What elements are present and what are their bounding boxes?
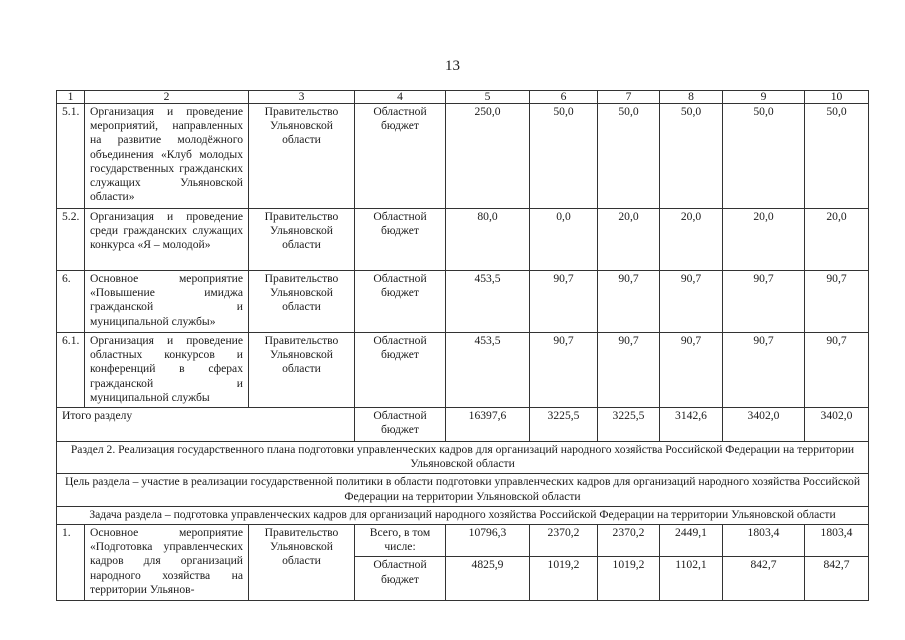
value-cell: 250,0 [446,104,530,209]
value-cell: 50,0 [805,104,869,209]
executor: Правительство Ульяновской области [249,525,355,601]
measure-name: Организация и проведение среди гражданских служащих конкурса «Я – молодой» [85,209,249,271]
value-cell: 20,0 [660,209,723,271]
row-number: 5.1. [57,104,85,209]
table-row [57,209,869,271]
value-cell: 50,0 [598,104,660,209]
value-cell: 90,7 [805,333,869,408]
value-cell: 90,7 [805,271,869,333]
measure-name: Организация и проведение областных конкурсов и конференций в сферах гражданской и муниципальной службы [85,333,249,408]
value-cell: 90,7 [530,333,598,408]
funding-source: Всего, в том числе: [355,525,446,557]
funding-source: Областной бюджет [355,209,446,271]
value-cell: 2449,1 [660,525,723,557]
value-cell: 20,0 [723,209,805,271]
value-cell: 20,0 [598,209,660,271]
value-cell: 842,7 [723,557,805,601]
executor: Правительство Ульяновской области [249,209,355,271]
header-cell: 9 [723,91,805,104]
value-cell: 50,0 [660,104,723,209]
funding-source: Областной бюджет [355,104,446,209]
value-cell: 90,7 [598,333,660,408]
value-cell: 4825,9 [446,557,530,601]
funding-source: Областной бюджет [355,408,446,442]
value-cell: 90,7 [530,271,598,333]
value-cell: 3225,5 [598,408,660,442]
table-row [57,104,869,209]
header-cell: 2 [85,91,249,104]
value-cell: 20,0 [805,209,869,271]
value-cell: 90,7 [723,271,805,333]
section-title: Раздел 2. Реализация государственного плана подготовки управленческих кадров для организаций народного хозяйства Российской Федерации на территории Ульяновской области [57,442,869,474]
value-cell: 3142,6 [660,408,723,442]
table-row [57,525,869,557]
value-cell: 90,7 [598,271,660,333]
value-cell: 50,0 [723,104,805,209]
value-cell: 90,7 [723,333,805,408]
measure-name: Основное мероприятие «Подготовка управленческих кадров для организаций народного хозяйства на территории Ульянов- [85,525,249,601]
total-label: Итого разделу [57,408,355,442]
header-cell: 6 [530,91,598,104]
section-row [57,474,869,506]
column-number-row [57,91,869,104]
section-task: Задача раздела – подготовка управленческих кадров для организаций народного хозяйства Российской Федерации на территории Ульяновской области [57,506,869,524]
value-cell: 1803,4 [805,525,869,557]
value-cell: 3225,5 [530,408,598,442]
executor: Правительство Ульяновской области [249,104,355,209]
value-cell: 2370,2 [598,525,660,557]
header-cell: 1 [57,91,85,104]
value-cell: 0,0 [530,209,598,271]
budget-table [56,90,869,601]
value-cell: 16397,6 [446,408,530,442]
value-cell: 1803,4 [723,525,805,557]
value-cell: 1102,1 [660,557,723,601]
row-number: 5.2. [57,209,85,271]
table-row [57,271,869,333]
funding-source: Областной бюджет [355,333,446,408]
header-cell: 10 [805,91,869,104]
row-number: 6.1. [57,333,85,408]
executor: Правительство Ульяновской области [249,271,355,333]
value-cell: 80,0 [446,209,530,271]
value-cell: 453,5 [446,271,530,333]
value-cell: 3402,0 [805,408,869,442]
value-cell: 10796,3 [446,525,530,557]
total-row [57,408,869,442]
header-cell: 3 [249,91,355,104]
value-cell: 842,7 [805,557,869,601]
value-cell: 1019,2 [530,557,598,601]
page-number: 13 [445,58,460,74]
header-cell: 8 [660,91,723,104]
header-cell: 7 [598,91,660,104]
value-cell: 90,7 [660,333,723,408]
value-cell: 3402,0 [723,408,805,442]
value-cell: 90,7 [660,271,723,333]
funding-source: Областной бюджет [355,557,446,601]
value-cell: 2370,2 [530,525,598,557]
executor: Правительство Ульяновской области [249,333,355,408]
table-row [57,333,869,408]
measure-name: Организация и проведение мероприятий, направленных на развитие молодёжного объединения «Клуб молодых государственных гражданских служащих Ульяновской области» [85,104,249,209]
value-cell: 50,0 [530,104,598,209]
header-cell: 4 [355,91,446,104]
measure-name: Основное мероприятие «Повышение имиджа гражданской и муниципальной службы» [85,271,249,333]
value-cell: 1019,2 [598,557,660,601]
row-number: 6. [57,271,85,333]
section-row [57,506,869,524]
value-cell: 453,5 [446,333,530,408]
row-number: 1. [57,525,85,601]
funding-source: Областной бюджет [355,271,446,333]
section-goal: Цель раздела – участие в реализации государственной политики в области подготовки управленческих кадров для организаций народного хозяйства Российской Федерации на территории Ульяновской области [57,474,869,506]
section-row [57,442,869,474]
header-cell: 5 [446,91,530,104]
